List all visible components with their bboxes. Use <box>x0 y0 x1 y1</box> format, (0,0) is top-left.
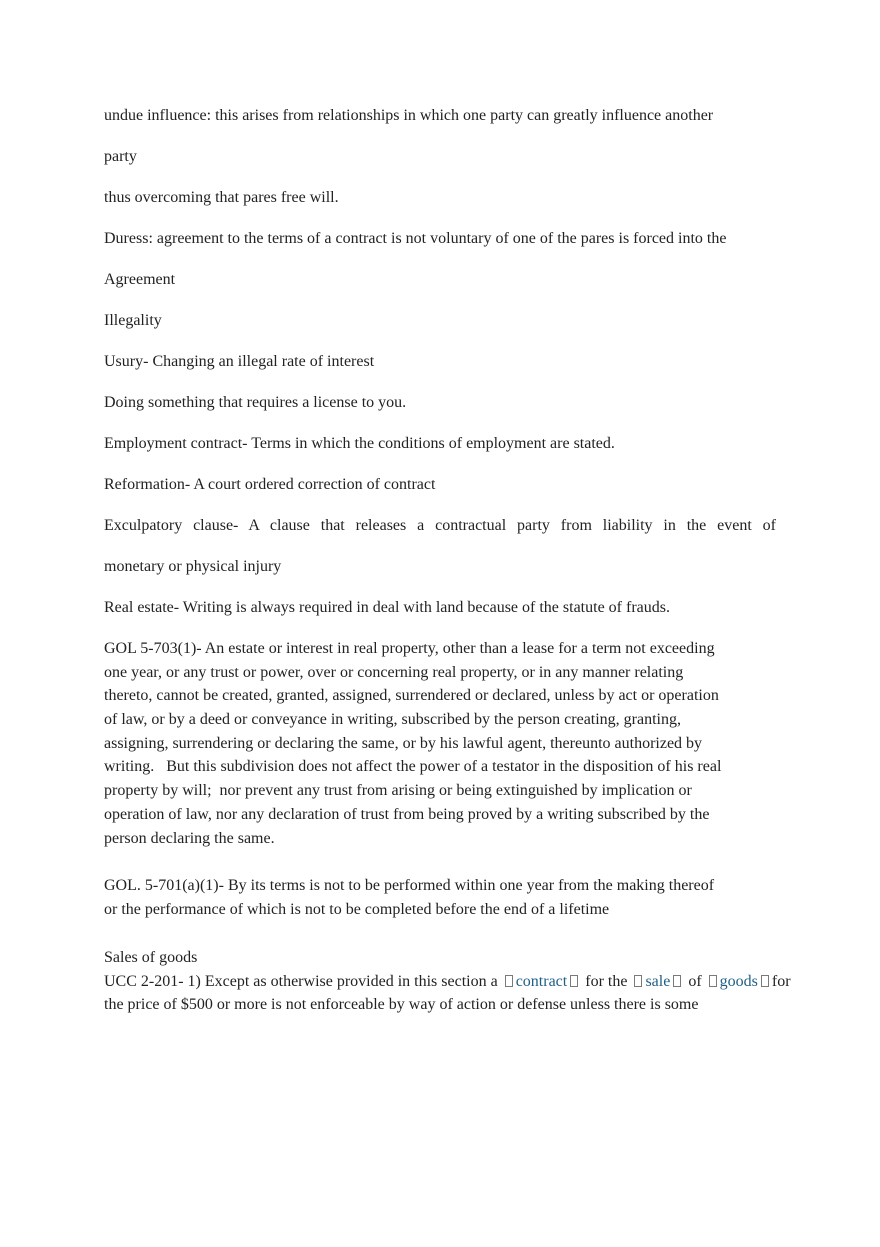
statute-line: writing. But this subdivision does not affect the power of a testator in the disposition of his real <box>104 758 722 776</box>
paragraph-real-estate: Real estate- Writing is always required in deal with land because of the statute of frauds. <box>104 599 670 616</box>
statute-line: GOL 5-703(1)- An estate or interest in real property, other than a lease for a term not exceeding <box>104 640 715 657</box>
paragraph-undue-influence: undue influence: this arises from relationships in which one party can greatly influence another <box>104 107 714 124</box>
sale-link[interactable]: sale <box>645 972 671 990</box>
paragraph-exculpatory-clause-cont: monetary or physical injury <box>104 558 282 575</box>
goods-link[interactable]: goods <box>719 972 758 990</box>
placeholder-box-icon <box>634 975 642 987</box>
sales-of-goods-section <box>104 946 844 1017</box>
statute-line: one year, or any trust or power, over or concerning real property, or in any manner relating <box>104 663 684 681</box>
statute-gol-5-703 <box>104 637 804 850</box>
statute-line: GOL. 5-701(a)(1)- By its terms is not to be performed within one year from the making thereof <box>104 877 715 894</box>
ucc-text-prefix: UCC 2-201- 1) Except as otherwise provided in this section a <box>104 972 498 990</box>
ucc-text-for-the: for the <box>585 972 628 990</box>
paragraph-free-will: thus overcoming that pares free will. <box>104 189 339 206</box>
contract-link[interactable]: contract <box>515 972 568 990</box>
placeholder-box-icon <box>761 975 769 987</box>
statute-line: person declaring the same. <box>104 829 275 847</box>
placeholder-box-icon <box>505 975 513 987</box>
statute-gol-5-701 <box>104 874 804 921</box>
ucc-2-201-line-2: the price of $500 or more is not enforceable by way of action or defense unless there is some <box>104 996 699 1014</box>
statute-line: of law, or by a deed or conveyance in writing, subscribed by the person creating, granting, <box>104 711 681 729</box>
placeholder-box-icon <box>709 975 717 987</box>
statute-line: thereto, cannot be created, granted, assigned, surrendered or declared, unless by act or operation <box>104 687 719 705</box>
sales-of-goods-heading: Sales of goods <box>104 949 198 966</box>
ucc-text-for: for <box>771 972 791 990</box>
statute-line: property by will; nor prevent any trust from arising or being extinguished by implication or <box>104 782 692 800</box>
statute-line: operation of law, nor any declaration of trust from being proved by a writing subscribed by the <box>104 805 710 823</box>
placeholder-box-icon <box>570 975 578 987</box>
paragraph-license: Doing something that requires a license to you. <box>104 394 407 411</box>
ucc-text-of: of <box>688 972 702 990</box>
paragraph-exculpatory-clause: Exculpatory clause- A clause that releases a contractual party from liability in the event of <box>104 517 776 534</box>
paragraph-undue-influence-cont: party <box>104 148 137 165</box>
placeholder-box-icon <box>673 975 681 987</box>
statute-line: or the performance of which is not to be completed before the end of a lifetime <box>104 900 610 918</box>
paragraph-duress: Duress: agreement to the terms of a contract is not voluntary of one of the pares is forced into the <box>104 230 727 247</box>
paragraph-usury: Usury- Changing an illegal rate of interest <box>104 353 375 370</box>
paragraph-duress-cont: Agreement <box>104 271 176 288</box>
ucc-2-201-line-1 <box>104 970 844 994</box>
heading-illegality: Illegality <box>104 312 162 329</box>
paragraph-employment-contract: Employment contract- Terms in which the conditions of employment are stated. <box>104 435 615 452</box>
statute-line: assigning, surrendering or declaring the same, or by his lawful agent, thereunto authorized by <box>104 734 703 752</box>
paragraph-reformation: Reformation- A court ordered correction of contract <box>104 476 436 493</box>
